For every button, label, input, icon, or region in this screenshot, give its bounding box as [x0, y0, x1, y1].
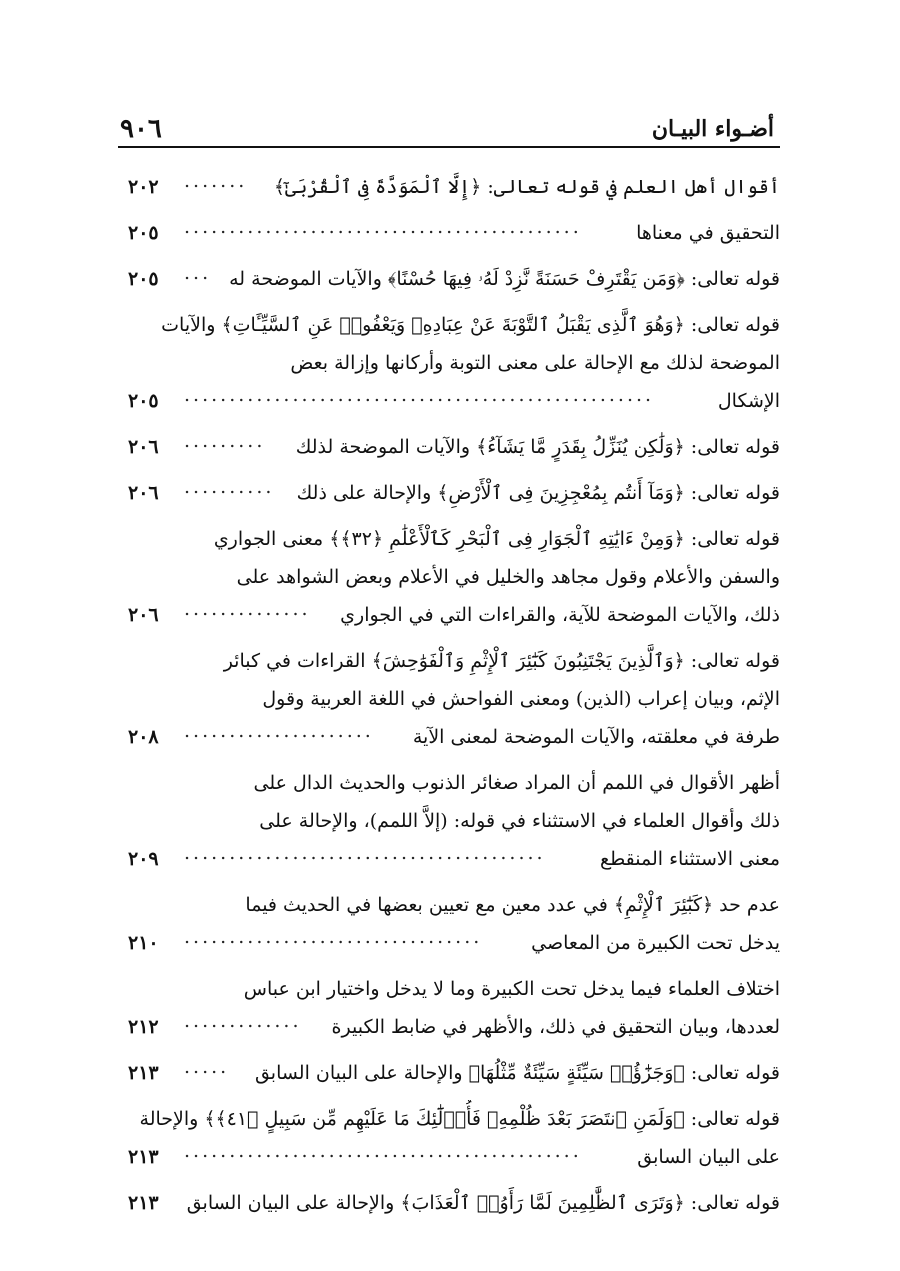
toc-page-number: ٢١٠ — [128, 932, 159, 954]
toc-page-number: ٢٠٥ — [128, 390, 159, 412]
toc-entry-line — [118, 474, 780, 512]
toc-entry-line — [118, 1054, 780, 1092]
toc-page-number: ٢١٣ — [128, 1192, 159, 1214]
toc-entry-text: على البيان السابق — [637, 1146, 780, 1168]
toc-entry-text: معنى الاستثناء المنقطع — [599, 848, 780, 870]
toc-entry-text: قوله تعالى: ﴿وَٱلَّذِينَ يَجْتَنِبُونَ كَبَٰٓئِرَ ٱلْإِثْمِ وَٱلْفَوَٰحِشَ﴾ القراءات في كبائر — [223, 650, 780, 672]
toc-entry-line — [118, 764, 780, 802]
page-number: ٩٠٦ — [120, 114, 162, 144]
toc-page-number: ٢٠٨ — [128, 726, 159, 748]
running-title: أضـواء البيـان — [651, 116, 774, 142]
toc-entry-line — [118, 558, 780, 596]
toc-entry-line — [118, 802, 780, 840]
toc-entry-text: أقوال أهل العلم في قوله تعالى: ﴿إِلَّا ٱلْمَوَدَّةَ فِى ٱلْقُرْبَىٰٓ﴾ — [273, 176, 780, 198]
toc-entry-text: عدم حد ﴿كَبَٰٓئِرَ ٱلْإِثْمِ﴾ في عدد معين مع تعيين بعضها في الحديث فيما — [245, 894, 780, 916]
toc-entry-line — [118, 680, 780, 718]
toc-entry-line — [118, 344, 780, 382]
toc-page-number: ٢٠٦ — [128, 482, 159, 504]
toc-entry-text: ذلك، والآيات الموضحة للآية، والقراءات التي في الجواري — [340, 604, 780, 626]
toc-entry-text: قوله تعالى: ﴿وَمَآ أَنتُم بِمُعْجِزِينَ فِى ٱلْأَرْضِ﴾ والإحالة على ذلك — [296, 482, 780, 504]
toc-entry-line — [118, 840, 780, 878]
toc-entry — [118, 214, 780, 252]
toc-page-number: ٢٠٥ — [128, 268, 159, 290]
dot-leader: ....... — [184, 170, 248, 192]
dot-leader: .............. — [184, 598, 311, 620]
toc-page-number: ٢٠٦ — [128, 436, 159, 458]
toc-entry-text: قوله تعالى: ﴿وَجَزَٰٓؤُا۟ سَيِّئَةٍ سَيِّئَةٌ مِّثْلُهَا﴾ والإحالة على البيان السابق — [254, 1062, 780, 1084]
toc-entry-text: قوله تعالى: ﴿وَلَٰكِن يُنَزِّلُ بِقَدَرٍ مَّا يَشَآءُ﴾ والآيات الموضحة لذلك — [295, 436, 780, 458]
dot-leader: ............. — [184, 1010, 302, 1032]
toc-entry-text: الإشكال — [717, 390, 780, 412]
page-header — [118, 106, 780, 148]
toc-page-number: ٢١٢ — [128, 1016, 159, 1038]
toc-entry-text: اختلاف العلماء فيما يدخل تحت الكبيرة وما لا يدخل واختيار ابن عباس — [243, 978, 780, 1000]
toc-entry-line — [118, 924, 780, 962]
toc-entry — [118, 764, 780, 878]
toc-entry-line — [118, 718, 780, 756]
toc-entry — [118, 306, 780, 420]
toc-entry-text: قوله تعالى: ﴿وَلَمَنِ ٱنتَصَرَ بَعْدَ ظُلْمِهِۦ فَأُو۟لَٰٓئِكَ مَا عَلَيْهِم مِّن سَبِيلٍ ﴿٤١﴾﴾ والإحالة — [139, 1108, 780, 1130]
toc-entry-line — [118, 214, 780, 252]
toc-entry-text: قوله تعالى: ﴿وَمَن يَقْتَرِفْ حَسَنَةً نَّزِدْ لَهُۥ فِيهَا حُسْنًا﴾ والآيات الموضحة له — [229, 268, 780, 290]
dot-leader: ... — [184, 262, 212, 284]
toc-page-number: ٢٠٦ — [128, 604, 159, 626]
toc-entry-text: أظهر الأقوال في اللمم أن المراد صغائر الذنوب والحديث الدال على — [253, 772, 780, 794]
toc-entry-text: ذلك وأقوال العلماء في الاستثناء في قوله: (إلاَّ اللمم)، والإحالة على — [259, 810, 780, 832]
toc-entry — [118, 1100, 780, 1176]
toc-entry — [118, 520, 780, 634]
toc-entry — [118, 428, 780, 466]
toc-entry-text: يدخل تحت الكبيرة من المعاصي — [531, 932, 780, 954]
toc-entry-line — [118, 1138, 780, 1176]
toc-entry — [118, 642, 780, 756]
toc-page-number: ٢٠٩ — [128, 848, 159, 870]
toc-page-number: ٢١٣ — [128, 1146, 159, 1168]
toc-entry-text: الإثم، وبيان إعراب (الذين) ومعنى الفواحش في اللغة العربية وقول — [262, 688, 780, 710]
toc-entry-line — [118, 886, 780, 924]
toc-entry — [118, 260, 780, 298]
dot-leader: .................................................... — [184, 384, 655, 406]
toc-entry — [118, 1054, 780, 1092]
toc-entry-line — [118, 596, 780, 634]
toc-entry-text: قوله تعالى: ﴿وَهُوَ ٱلَّذِى يَقْبَلُ ٱلتَّوْبَةَ عَنْ عِبَادِهِۦ وَيَعْفُوا۟ عَنِ ٱلسَّيِّـَٔاتِ﴾ والآيات — [161, 314, 780, 336]
dot-leader: ............................................ — [184, 216, 582, 238]
toc-entry-text: لعددها، وبيان التحقيق في ذلك، والأظهر في ضابط الكبيرة — [331, 1016, 780, 1038]
toc-entry-text: قوله تعالى: ﴿وَتَرَى ٱلظَّٰلِمِينَ لَمَّا رَأَوُا۟ ٱلْعَذَابَ﴾ والإحالة على البيان السابق — [186, 1192, 780, 1214]
toc-entry-line — [118, 428, 780, 466]
toc-entry-line — [118, 970, 780, 1008]
header-rule — [118, 146, 780, 148]
dot-leader: .......... — [184, 476, 275, 498]
toc-entry-line — [118, 306, 780, 344]
dot-leader: ..................... — [184, 720, 374, 742]
toc-entry-line — [118, 1008, 780, 1046]
toc-entry — [118, 474, 780, 512]
toc-entry-line — [118, 260, 780, 298]
toc-entry-text: الموضحة لذلك مع الإحالة على معنى التوبة وأركانها وإزالة بعض — [290, 352, 780, 374]
dot-leader: ........................................ — [184, 842, 546, 864]
toc-entry-text: طرفة في معلقته، والآيات الموضحة لمعنى الآية — [412, 726, 780, 748]
toc-page-number: ٢٠٢ — [128, 176, 159, 198]
toc-entry — [118, 1184, 780, 1222]
dot-leader: ......... — [184, 430, 266, 452]
toc-entry-line — [118, 382, 780, 420]
toc-entry-line — [118, 642, 780, 680]
toc-page-number: ٢١٣ — [128, 1062, 159, 1084]
toc-entry — [118, 168, 780, 206]
toc-page-number: ٢٠٥ — [128, 222, 159, 244]
dot-leader: ............................................ — [184, 1140, 582, 1162]
table-of-contents — [118, 168, 780, 1230]
dot-leader: ................................. — [184, 926, 483, 948]
toc-entry-text: والسفن والأعلام وقول مجاهد والخليل في الأعلام وبعض الشواهد على — [236, 566, 780, 588]
toc-entry-line — [118, 168, 780, 206]
dot-leader: ..... — [184, 1056, 230, 1078]
toc-entry-text: التحقيق في معناها — [636, 222, 780, 244]
toc-entry-line — [118, 1184, 780, 1222]
toc-entry — [118, 970, 780, 1046]
toc-entry — [118, 886, 780, 962]
toc-entry-text: قوله تعالى: ﴿وَمِنْ ءَايَٰتِهِ ٱلْجَوَارِ فِى ٱلْبَحْرِ كَٱلْأَعْلَٰمِ ﴿٣٢﴾﴾ معنى الجواري — [213, 528, 780, 550]
toc-entry-line — [118, 1100, 780, 1138]
toc-entry-line — [118, 520, 780, 558]
